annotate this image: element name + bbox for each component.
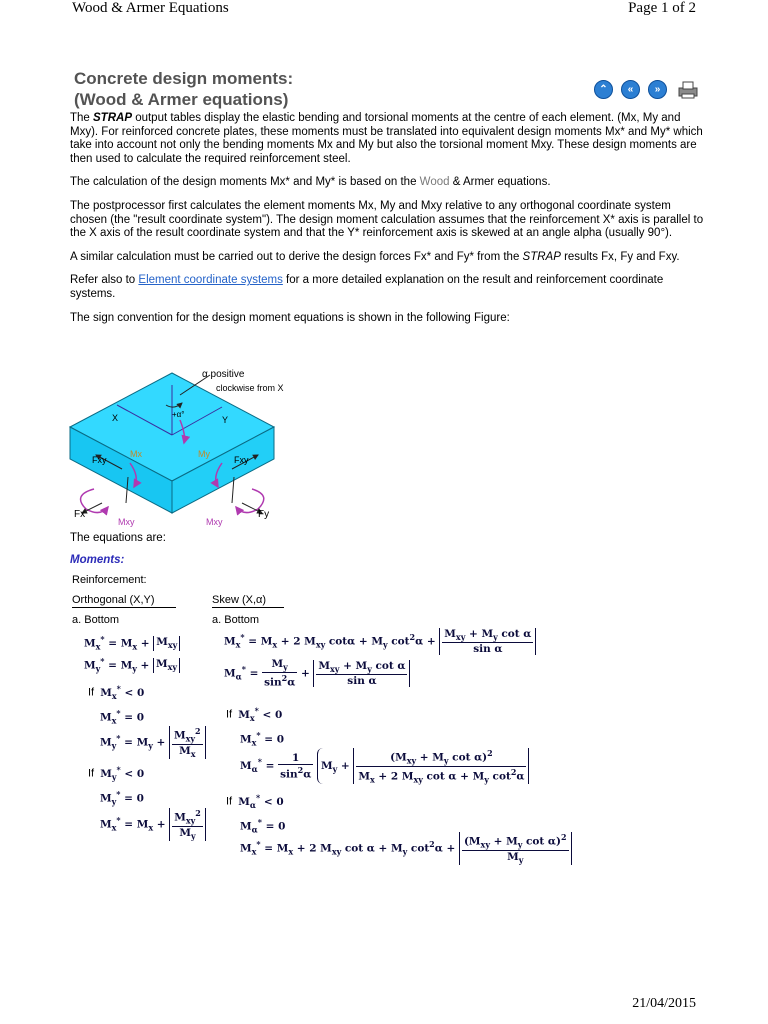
bottom-label-orthogonal: a. Bottom: [72, 614, 120, 626]
alpha-positive-label: α positive: [202, 369, 245, 380]
fx-label: Fx: [74, 509, 86, 520]
equation-my-star: $M_y^* = M_y + M_{xy}$: [84, 656, 180, 674]
equation-skew-mx-star: $M_x^* = M_x + 2$ $M_{xy}$ $\cot\alpha + M_y$ $\cot^2\alpha$ + $\frac{M_{xy} + M_y \cot \alpha}{\text{sin α}}$: [224, 628, 536, 655]
fy-label: Fy: [258, 509, 270, 520]
mxy-right-label: Mxy: [206, 517, 223, 527]
equation-mx-star-adjusted: $M_x^* = M_x$ + $\frac{M_{xy}^2}{M_y}$: [100, 808, 206, 841]
condition-my-negative: If $M_y^* < 0$: [88, 764, 145, 782]
title-line-1: Concrete design moments:: [74, 69, 294, 88]
top-button[interactable]: ⌃: [594, 80, 613, 99]
moments-heading: Moments:: [70, 554, 125, 566]
paragraph-reference: Refer also to Element coordinate systems for a more detailed explanation on the result and reinforcement coordinate systems.: [70, 274, 664, 300]
alpha-angle-label: +α°: [172, 410, 185, 419]
previous-button[interactable]: «: [621, 80, 640, 99]
page-header-title: Wood & Armer Equations: [72, 0, 229, 16]
condition-skew-mx-negative: If $M_x^* < 0$: [226, 705, 283, 723]
printer-icon[interactable]: [677, 81, 699, 99]
paragraph-forces: A similar calculation must be carried out to derive the design forces Fx* and Fy* from the STRAP results Fx, Fy and Fxy.: [70, 250, 680, 263]
condition-mx-negative: If $M_x^* < 0$: [88, 683, 145, 701]
body-text: [70, 112, 710, 335]
skew-column-heading: Skew (X,α): [212, 594, 284, 608]
equation-skew-mx-star-adjusted: $M_x^* = M_x + 2$ $M_{xy}$ $\cot \alpha + M_y$ $\cot^2\alpha$ + $\frac{(M_{xy} + M_y \cot \alpha)^2}{M_y}$: [240, 832, 572, 865]
footer-date: 21/04/2015: [632, 996, 696, 1011]
paragraph-intro: The STRAP output tables display the elastic bending and torsional moments at the centre of each element. (Mx, My and Mxy). For reinforced concrete plates, these moments must be translated into equivalent design moments Mx* and My* which take into account not only the bending moments Mx and My but also the torsional moment Mxy. These design moments are then used to calculate the required reinforcement steel.: [70, 112, 703, 165]
condition-skew-malpha-negative: If $M_\alpha^* < 0$: [226, 792, 284, 810]
paragraph-sign-convention: The sign convention for the design moment equations is shown in the following Figure:: [70, 311, 510, 324]
paragraph-calculation: The calculation of the design moments Mx* and My* is based on the Wood & Armer equations.: [70, 176, 551, 189]
reinforcement-label: Reinforcement:: [72, 574, 147, 586]
element-coordinate-systems-link[interactable]: Element coordinate systems: [138, 274, 283, 287]
fxy-right-label: Fxy: [234, 455, 249, 465]
mx-label: Mx: [130, 449, 142, 459]
mxy-left-label: Mxy: [118, 517, 135, 527]
equation-skew-mx-star-zero: $M_x^* = 0$: [240, 730, 285, 748]
fxy-left-label: Fxy: [92, 455, 107, 465]
alpha-direction-label: clockwise from X: [216, 383, 284, 393]
next-button[interactable]: »: [648, 80, 667, 99]
equation-mx-star-zero: $M_x^* = 0$: [100, 708, 145, 726]
axis-x-label: X: [112, 413, 119, 423]
equation-my-star-zero: $M_y^* = 0$: [100, 789, 144, 807]
paragraph-postprocessor: The postprocessor first calculates the element moments Mx, My and Mxy relative to any orthogonal coordinate system chosen (the "result coordinate system"). The design moment calculation assumes that the reinforcement X* axis is parallel to the X axis of the result coordinate system and that the Y* reinforcement axis is skewed at an angle alpha (usually 90°).: [70, 199, 704, 240]
title-line-2: (Wood & Armer equations): [74, 90, 289, 109]
page-title: [74, 68, 293, 110]
equation-mx-star: $M_x^* = M_x + M_{xy}$: [84, 634, 180, 652]
axis-y-label: Y: [222, 415, 229, 425]
sign-convention-figure: [62, 365, 362, 530]
equation-skew-malpha-star-adjusted: $M_\alpha^*$ = $\frac{1}{\sin^2\alpha}$ $M_y$ + $\frac{(M_{xy} + M_y \cot \alpha)^2}{M_x + 2 M_{xy} \cot \alpha + M_y \cot^2\alpha}$: [240, 748, 529, 784]
orthogonal-column-heading: Orthogonal (X,Y): [72, 594, 176, 608]
equation-skew-malpha-star-zero: $M_\alpha^* = 0$: [240, 817, 286, 835]
navigation-bar: [594, 80, 699, 99]
equation-skew-malpha-star: $M_\alpha^*$ = $\frac{M_y}{\sin^2\alpha}$ + $\frac{M_{xy} + M_y \cot \alpha}{\text{sin α}}$: [224, 658, 410, 689]
page-number: Page 1 of 2: [628, 0, 696, 16]
bottom-label-skew: a. Bottom: [212, 614, 260, 626]
equations-intro: The equations are:: [70, 532, 166, 544]
equation-my-star-adjusted: $M_y^* = M_y$ + $\frac{M_{xy}^2}{M_x}$: [100, 726, 206, 759]
my-label: My: [198, 449, 210, 459]
